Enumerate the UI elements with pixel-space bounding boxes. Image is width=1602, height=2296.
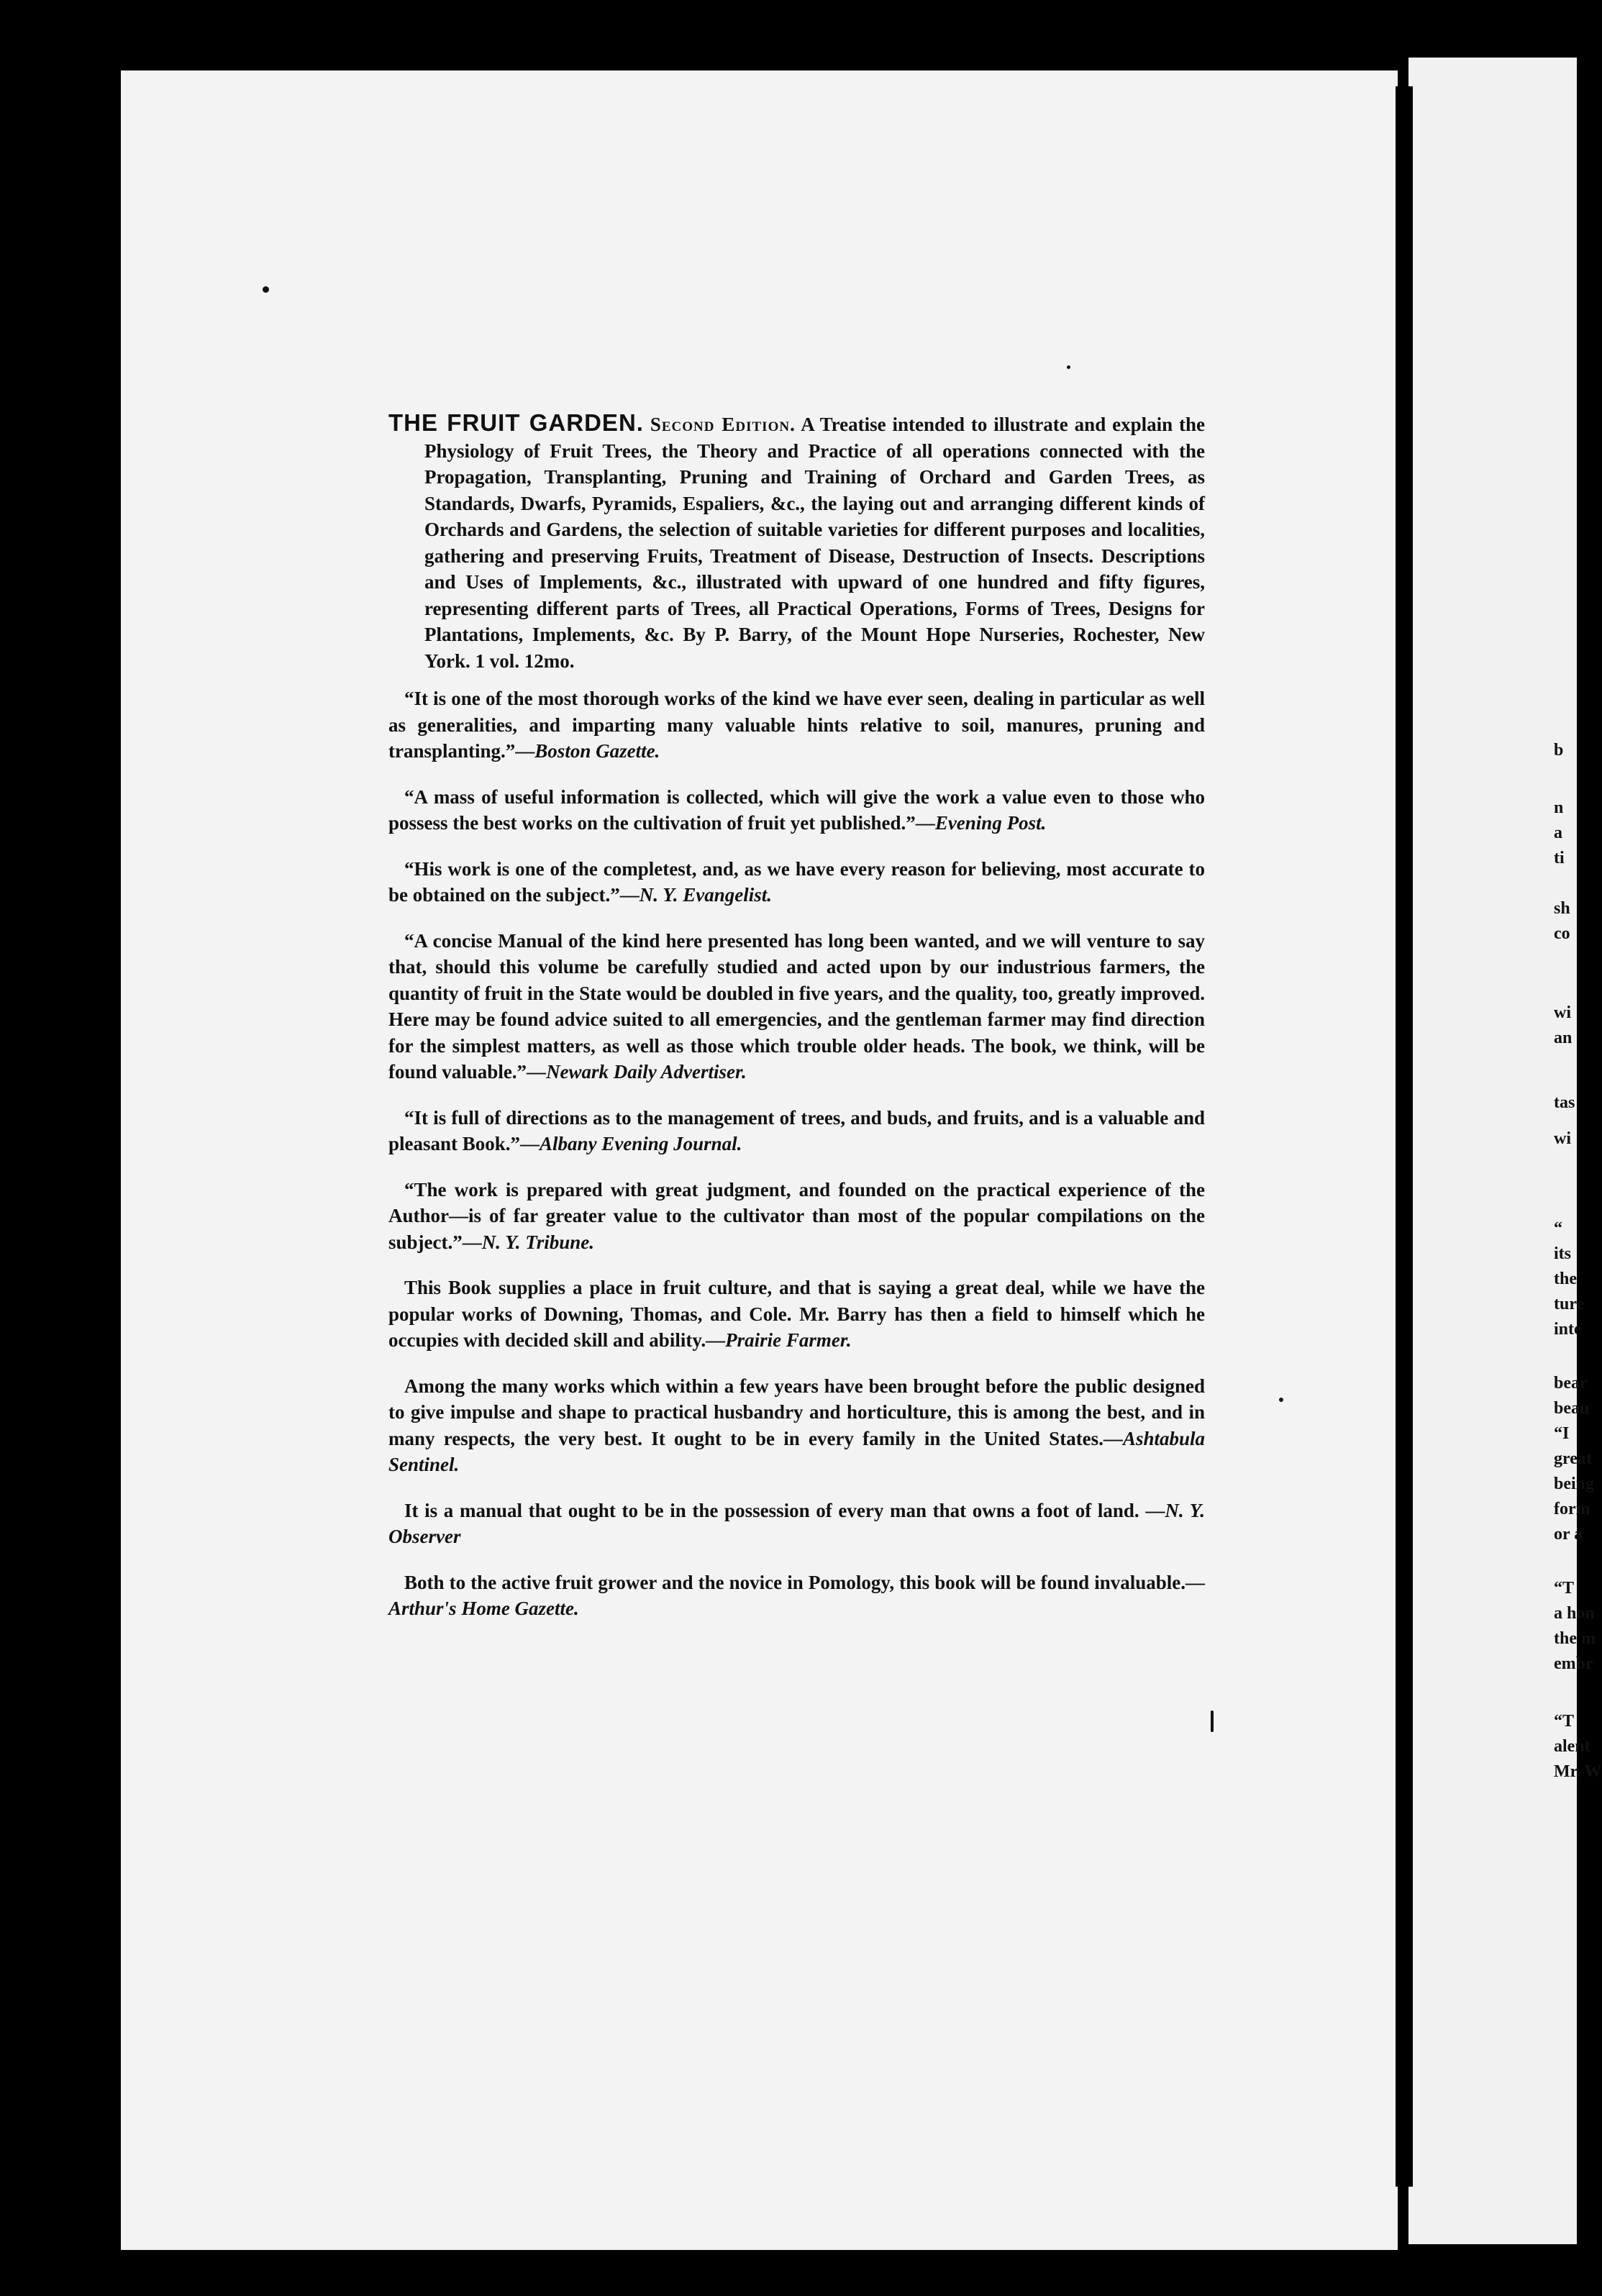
facing-page-fragment: an xyxy=(1554,1029,1573,1047)
advertisement-text xyxy=(388,410,1205,1641)
review-source: N. Y. Evangelist. xyxy=(639,884,773,906)
facing-page-fragment: a hon xyxy=(1554,1604,1595,1623)
speck xyxy=(263,286,269,293)
book-description: A Treatise intended to illustrate and explain the Physiology of Fruit Trees, the Theory and Practice of all operations connected with the Propagation, Transplanting, Pruning and Training of Orchard and Garden Trees, as Standards, Dwarfs, Pyramids, Espaliers, &c., the laying out and arranging different kinds of Orchards and Gardens, the selection of suitable varieties for different purposes and localities, gathering and preserving Fruits, Treatment of Disease, Destruction of Insects. Descriptions and Uses of Implements, &c., illustrated with upward of one hundred and fifty figures, representing different parts of Trees, all Practical Operations, Forms of Trees, Designs for Plantations, Implements, &c. By P. Barry, of the Mount Hope Nurseries, Rochester, New York. 1 vol. 12mo. xyxy=(424,414,1206,672)
facing-page xyxy=(1408,58,1577,2244)
facing-page-fragment: great xyxy=(1554,1449,1592,1468)
facing-page-fragment: “ xyxy=(1554,1219,1562,1238)
facing-page-fragment: a xyxy=(1554,824,1562,842)
review-quote: “A mass of useful information is collected, which will give the work a value even to those who possess the best works on the cultivation of fruit yet published.”—Evening Post. xyxy=(388,785,1205,834)
facing-page-fragment: ti xyxy=(1554,849,1565,867)
facing-page-fragment: or a xyxy=(1554,1525,1583,1544)
facing-page-fragment: its xyxy=(1554,1244,1571,1263)
review-quote: “A concise Manual of the kind here presented has long been wanted, and we will venture to say that, should this volume be carefully studied and acted upon by our industrious farmers, the quantity of fruit in the State would be doubled in five years, and the quality, too, greatly improved. Here may be found advice suited to all emergencies, and the gentleman farmer may find direction for the simplest matters, as well as those which trouble older heads. The book, we think, will be found valuable.”—Newark Daily Advertiser. xyxy=(388,929,1205,1083)
facing-page-fragment: “I xyxy=(1554,1424,1570,1443)
facing-page-fragment: Mr. W xyxy=(1554,1762,1602,1781)
facing-page-fragment: being xyxy=(1554,1475,1595,1493)
review-source: Albany Evening Journal. xyxy=(540,1133,742,1154)
book-entry xyxy=(388,410,1205,674)
speck xyxy=(1279,1398,1283,1402)
facing-page-fragment: b xyxy=(1554,741,1564,760)
review-quote: “It is one of the most thorough works of the kind we have ever seen, dealing in particular as well as generalities, and imparting many valuable hints relative to soil, manures, pruning and transplanting.”—Boston Gazette. xyxy=(388,688,1205,762)
review-source: N. Y. Tribune. xyxy=(481,1231,595,1253)
facing-page-fragment: n xyxy=(1554,798,1564,817)
review-source: N. Y. Observer xyxy=(388,1499,1205,1547)
facing-page-fragment: wi xyxy=(1554,1003,1571,1022)
facing-page-fragment: alent xyxy=(1554,1737,1590,1756)
facing-page-fragment: inte xyxy=(1554,1320,1582,1339)
facing-page-fragment: form xyxy=(1554,1500,1590,1518)
review-quote: This Book supplies a place in fruit culture, and that is saying a great deal, while we have the popular works of Downing, Thomas, and Cole. Mr. Barry has then a field to himself which he occupies with decided skill and ability.—Prairie Farmer. xyxy=(388,1277,1205,1351)
facing-page-fragment: “T xyxy=(1554,1579,1575,1598)
review-source: Ashtabula Sentinel. xyxy=(388,1427,1205,1475)
review-quote: “It is full of directions as to the management of trees, and buds, and fruits, and is a valuable and pleasant Book.”—Albany Evening Journal. xyxy=(388,1106,1205,1154)
facing-page-fragment: wi xyxy=(1554,1129,1571,1148)
review-source: Newark Daily Advertiser. xyxy=(546,1061,747,1083)
facing-page-fragment: tas xyxy=(1554,1093,1575,1112)
facing-page-fragment: bear xyxy=(1554,1374,1588,1393)
review-quote: It is a manual that ought to be in the possession of every man that owns a foot of land. —N. Y. Observer xyxy=(388,1499,1205,1547)
speck xyxy=(1211,1710,1214,1732)
facing-page-fragment: embr xyxy=(1554,1654,1593,1673)
facing-page-fragment: the xyxy=(1554,1270,1577,1288)
review-quote: Both to the active fruit grower and the novice in Pomology, this book will be found invaluable.—Arthur's Home Gazette. xyxy=(388,1571,1205,1619)
facing-page-fragment: beau xyxy=(1554,1399,1590,1418)
review-quote: “His work is one of the completest, and, as we have every reason for believing, most accurate to be obtained on the subject.”—N. Y. Evangelist. xyxy=(388,857,1205,906)
facing-page-fragment: sh xyxy=(1554,899,1570,918)
review-source: Arthur's Home Gazette. xyxy=(388,1598,579,1619)
edition-label: Second Edition. xyxy=(650,414,796,435)
page-gutter xyxy=(1396,86,1413,2187)
review-source: Boston Gazette. xyxy=(534,740,660,762)
review-source: Evening Post. xyxy=(934,812,1047,834)
facing-page-fragment: the m xyxy=(1554,1629,1596,1648)
facing-page-fragment: “T xyxy=(1554,1712,1575,1731)
review-quote: “The work is prepared with great judgment, and founded on the practical experience of the Author—is of far greater value to the cultivator than most of the popular compilations on the subject.”—N. Y. Tribune. xyxy=(388,1178,1205,1253)
facing-page-fragment: ture xyxy=(1554,1295,1585,1313)
review-source: Prairie Farmer. xyxy=(725,1329,852,1351)
book-title: THE FRUIT GARDEN. xyxy=(388,409,644,436)
speck xyxy=(1067,365,1070,369)
review-quote: Among the many works which within a few years have been brought before the public designed to give impulse and shape to practical husbandry and horticulture, this is among the best, and in many respects, the very best. It ought to be in every family in the United States.—Ashtabula Sentinel. xyxy=(388,1375,1205,1475)
facing-page-fragment: co xyxy=(1554,924,1570,943)
